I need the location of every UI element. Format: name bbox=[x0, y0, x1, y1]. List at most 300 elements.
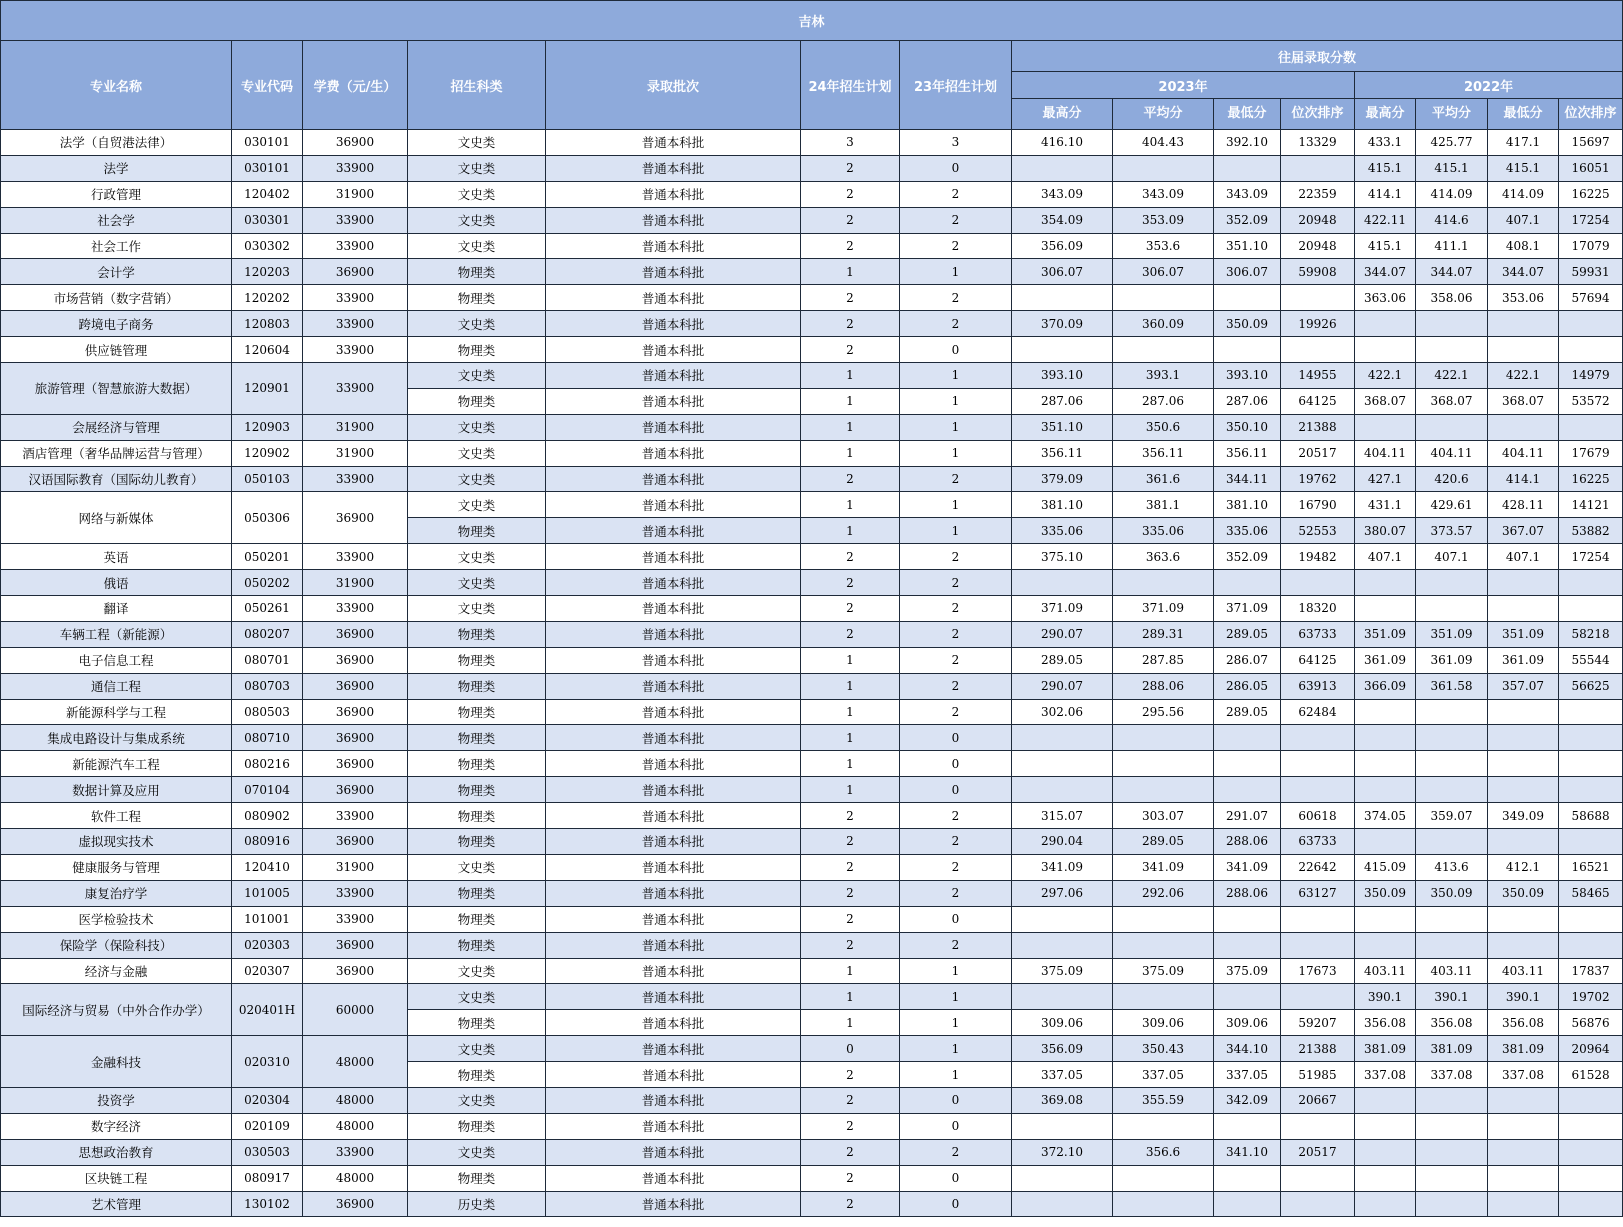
major-code-cell: 050306 bbox=[232, 492, 303, 544]
category-cell: 文史类 bbox=[408, 984, 546, 1010]
major-name-cell: 数字经济 bbox=[1, 1113, 232, 1139]
plan-2023-cell: 0 bbox=[900, 1191, 1012, 1217]
rank-2022-cell bbox=[1559, 829, 1623, 855]
tuition-fee-cell: 33900 bbox=[303, 803, 408, 829]
category-cell: 文史类 bbox=[408, 440, 546, 466]
tuition-fee-cell: 36900 bbox=[303, 621, 408, 647]
score-2022-max-cell: 380.07 bbox=[1355, 518, 1416, 544]
score-2022-min-cell bbox=[1488, 414, 1559, 440]
rank-2022-cell bbox=[1559, 932, 1623, 958]
score-2023-max-cell: 337.05 bbox=[1012, 1062, 1113, 1088]
batch-cell: 普通本科批 bbox=[546, 777, 801, 803]
plan-2023-cell: 1 bbox=[900, 958, 1012, 984]
score-2023-max-cell: 315.07 bbox=[1012, 803, 1113, 829]
plan-2024-cell: 2 bbox=[801, 337, 900, 363]
score-2023-max-cell: 375.10 bbox=[1012, 544, 1113, 570]
category-cell: 文史类 bbox=[408, 466, 546, 492]
score-2023-avg-cell bbox=[1113, 570, 1214, 596]
rank-2022-cell bbox=[1559, 699, 1623, 725]
plan-2023-cell: 0 bbox=[900, 725, 1012, 751]
rank-2022-cell bbox=[1559, 570, 1623, 596]
rank-2023-cell bbox=[1281, 337, 1355, 363]
header-year-2023: 2023年 bbox=[1012, 72, 1355, 99]
score-2022-avg-cell bbox=[1416, 414, 1488, 440]
category-cell: 文史类 bbox=[408, 207, 546, 233]
plan-2024-cell: 2 bbox=[801, 233, 900, 259]
score-2022-max-cell: 363.06 bbox=[1355, 285, 1416, 311]
score-2023-min-cell bbox=[1214, 777, 1281, 803]
category-cell: 文史类 bbox=[408, 1087, 546, 1113]
plan-2024-cell: 2 bbox=[801, 932, 900, 958]
rank-2022-cell: 14979 bbox=[1559, 363, 1623, 389]
rank-2022-cell: 53572 bbox=[1559, 388, 1623, 414]
table-row bbox=[1, 492, 1623, 518]
table-row bbox=[1, 1036, 1623, 1062]
score-2023-max-cell: 335.06 bbox=[1012, 518, 1113, 544]
major-code-cell: 101001 bbox=[232, 906, 303, 932]
score-2023-avg-cell: 303.07 bbox=[1113, 803, 1214, 829]
major-name-cell: 虚拟现实技术 bbox=[1, 829, 232, 855]
header-2022-rank: 位次排序 bbox=[1559, 99, 1623, 130]
plan-2024-cell: 2 bbox=[801, 621, 900, 647]
score-2022-max-cell bbox=[1355, 932, 1416, 958]
score-2022-min-cell bbox=[1488, 932, 1559, 958]
batch-cell: 普通本科批 bbox=[546, 492, 801, 518]
score-2023-min-cell: 352.09 bbox=[1214, 544, 1281, 570]
score-2023-avg-cell bbox=[1113, 1113, 1214, 1139]
rank-2023-cell: 20517 bbox=[1281, 440, 1355, 466]
major-name-cell: 保险学（保险科技） bbox=[1, 932, 232, 958]
score-2022-max-cell: 427.1 bbox=[1355, 466, 1416, 492]
tuition-fee-cell: 36900 bbox=[303, 829, 408, 855]
plan-2023-cell: 2 bbox=[900, 207, 1012, 233]
score-2022-min-cell bbox=[1488, 829, 1559, 855]
rank-2022-cell: 56625 bbox=[1559, 673, 1623, 699]
score-2022-avg-cell bbox=[1416, 337, 1488, 363]
score-2023-max-cell bbox=[1012, 1113, 1113, 1139]
category-cell: 物理类 bbox=[408, 1165, 546, 1191]
rank-2022-cell: 19702 bbox=[1559, 984, 1623, 1010]
major-code-cell: 070104 bbox=[232, 777, 303, 803]
plan-2023-cell: 2 bbox=[900, 181, 1012, 207]
category-cell: 文史类 bbox=[408, 1139, 546, 1165]
major-name-cell: 数据计算及应用 bbox=[1, 777, 232, 803]
score-2023-avg-cell bbox=[1113, 751, 1214, 777]
score-2023-min-cell bbox=[1214, 337, 1281, 363]
score-2023-min-cell: 344.11 bbox=[1214, 466, 1281, 492]
score-2022-max-cell bbox=[1355, 1113, 1416, 1139]
tuition-fee-cell: 36900 bbox=[303, 725, 408, 751]
batch-cell: 普通本科批 bbox=[546, 518, 801, 544]
score-2022-avg-cell: 361.09 bbox=[1416, 647, 1488, 673]
score-2022-min-cell: 417.1 bbox=[1488, 130, 1559, 156]
header-2023-rank: 位次排序 bbox=[1281, 99, 1355, 130]
score-2023-avg-cell: 404.43 bbox=[1113, 130, 1214, 156]
score-2022-min-cell bbox=[1488, 1087, 1559, 1113]
plan-2023-cell: 2 bbox=[900, 233, 1012, 259]
score-2022-max-cell: 415.1 bbox=[1355, 155, 1416, 181]
score-2023-max-cell: 356.11 bbox=[1012, 440, 1113, 466]
score-2022-min-cell bbox=[1488, 699, 1559, 725]
score-2023-max-cell bbox=[1012, 570, 1113, 596]
score-2022-avg-cell: 425.77 bbox=[1416, 130, 1488, 156]
category-cell: 文史类 bbox=[408, 181, 546, 207]
plan-2023-cell: 2 bbox=[900, 803, 1012, 829]
plan-2024-cell: 1 bbox=[801, 673, 900, 699]
score-2022-avg-cell: 381.09 bbox=[1416, 1036, 1488, 1062]
plan-2024-cell: 1 bbox=[801, 958, 900, 984]
table-row bbox=[1, 621, 1623, 647]
major-name-cell: 金融科技 bbox=[1, 1036, 232, 1088]
score-2022-avg-cell bbox=[1416, 1191, 1488, 1217]
batch-cell: 普通本科批 bbox=[546, 388, 801, 414]
rank-2023-cell bbox=[1281, 155, 1355, 181]
score-2022-min-cell: 422.1 bbox=[1488, 363, 1559, 389]
tuition-fee-cell: 33900 bbox=[303, 233, 408, 259]
plan-2023-cell: 1 bbox=[900, 492, 1012, 518]
score-2022-max-cell: 351.09 bbox=[1355, 621, 1416, 647]
score-2023-max-cell bbox=[1012, 777, 1113, 803]
major-code-cell: 120402 bbox=[232, 181, 303, 207]
rank-2023-cell: 52553 bbox=[1281, 518, 1355, 544]
score-2023-min-cell: 286.05 bbox=[1214, 673, 1281, 699]
major-code-cell: 120901 bbox=[232, 363, 303, 415]
category-cell: 物理类 bbox=[408, 880, 546, 906]
score-2022-max-cell: 350.09 bbox=[1355, 880, 1416, 906]
score-2022-avg-cell: 368.07 bbox=[1416, 388, 1488, 414]
batch-cell: 普通本科批 bbox=[546, 803, 801, 829]
table-row bbox=[1, 906, 1623, 932]
score-2022-avg-cell: 422.1 bbox=[1416, 363, 1488, 389]
header-2022-max: 最高分 bbox=[1355, 99, 1416, 130]
major-name-cell: 车辆工程（新能源） bbox=[1, 621, 232, 647]
score-2022-min-cell bbox=[1488, 725, 1559, 751]
major-code-cell: 030101 bbox=[232, 130, 303, 156]
score-2023-avg-cell: 356.6 bbox=[1113, 1139, 1214, 1165]
category-cell: 文史类 bbox=[408, 414, 546, 440]
score-2022-min-cell bbox=[1488, 596, 1559, 622]
score-2023-max-cell: 290.04 bbox=[1012, 829, 1113, 855]
table-row bbox=[1, 1165, 1623, 1191]
score-2023-max-cell: 290.07 bbox=[1012, 673, 1113, 699]
score-2023-avg-cell: 337.05 bbox=[1113, 1062, 1214, 1088]
rank-2022-cell: 58465 bbox=[1559, 880, 1623, 906]
category-cell: 文史类 bbox=[408, 363, 546, 389]
rank-2023-cell: 16790 bbox=[1281, 492, 1355, 518]
score-2022-avg-cell: 361.58 bbox=[1416, 673, 1488, 699]
plan-2023-cell: 2 bbox=[900, 596, 1012, 622]
major-name-cell: 经济与金融 bbox=[1, 958, 232, 984]
score-2022-avg-cell bbox=[1416, 570, 1488, 596]
score-2023-min-cell: 287.06 bbox=[1214, 388, 1281, 414]
score-2022-avg-cell: 359.07 bbox=[1416, 803, 1488, 829]
score-2023-avg-cell: 360.09 bbox=[1113, 311, 1214, 337]
score-2022-min-cell: 344.07 bbox=[1488, 259, 1559, 285]
table-row bbox=[1, 829, 1623, 855]
plan-2024-cell: 3 bbox=[801, 130, 900, 156]
score-2022-max-cell bbox=[1355, 751, 1416, 777]
plan-2024-cell: 2 bbox=[801, 803, 900, 829]
rank-2023-cell: 63127 bbox=[1281, 880, 1355, 906]
score-2023-min-cell bbox=[1214, 906, 1281, 932]
score-2022-max-cell bbox=[1355, 906, 1416, 932]
category-cell: 文史类 bbox=[408, 1036, 546, 1062]
rank-2023-cell bbox=[1281, 984, 1355, 1010]
tuition-fee-cell: 48000 bbox=[303, 1087, 408, 1113]
table-row bbox=[1, 699, 1623, 725]
header-2023-avg: 平均分 bbox=[1113, 99, 1214, 130]
plan-2024-cell: 1 bbox=[801, 414, 900, 440]
major-code-cell: 050103 bbox=[232, 466, 303, 492]
tuition-fee-cell: 31900 bbox=[303, 440, 408, 466]
tuition-fee-cell: 33900 bbox=[303, 337, 408, 363]
score-2022-max-cell: 337.08 bbox=[1355, 1062, 1416, 1088]
category-cell: 物理类 bbox=[408, 337, 546, 363]
rank-2023-cell: 64125 bbox=[1281, 647, 1355, 673]
tuition-fee-cell: 36900 bbox=[303, 751, 408, 777]
score-2022-max-cell: 407.1 bbox=[1355, 544, 1416, 570]
category-cell: 文史类 bbox=[408, 958, 546, 984]
plan-2023-cell: 1 bbox=[900, 1010, 1012, 1036]
score-2022-max-cell bbox=[1355, 311, 1416, 337]
score-2023-avg-cell: 355.59 bbox=[1113, 1087, 1214, 1113]
plan-2023-cell: 2 bbox=[900, 621, 1012, 647]
score-2023-max-cell: 369.08 bbox=[1012, 1087, 1113, 1113]
major-name-cell: 跨境电子商务 bbox=[1, 311, 232, 337]
score-2023-avg-cell: 381.1 bbox=[1113, 492, 1214, 518]
rank-2022-cell: 17837 bbox=[1559, 958, 1623, 984]
score-2023-avg-cell: 335.06 bbox=[1113, 518, 1214, 544]
score-2023-avg-cell: 356.11 bbox=[1113, 440, 1214, 466]
score-2023-min-cell: 350.10 bbox=[1214, 414, 1281, 440]
plan-2023-cell: 2 bbox=[900, 285, 1012, 311]
score-2022-max-cell bbox=[1355, 1191, 1416, 1217]
category-cell: 历史类 bbox=[408, 1191, 546, 1217]
rank-2023-cell: 51985 bbox=[1281, 1062, 1355, 1088]
score-2022-avg-cell: 407.1 bbox=[1416, 544, 1488, 570]
score-2022-avg-cell: 411.1 bbox=[1416, 233, 1488, 259]
score-2023-max-cell: 375.09 bbox=[1012, 958, 1113, 984]
score-2023-min-cell bbox=[1214, 984, 1281, 1010]
score-2022-avg-cell: 350.09 bbox=[1416, 880, 1488, 906]
table-row bbox=[1, 596, 1623, 622]
table-row bbox=[1, 259, 1623, 285]
major-name-cell: 旅游管理（智慧旅游大数据） bbox=[1, 363, 232, 415]
plan-2024-cell: 2 bbox=[801, 1191, 900, 1217]
table-row bbox=[1, 1087, 1623, 1113]
score-2023-max-cell: 302.06 bbox=[1012, 699, 1113, 725]
rank-2022-cell: 58688 bbox=[1559, 803, 1623, 829]
table-row bbox=[1, 337, 1623, 363]
score-2022-max-cell: 390.1 bbox=[1355, 984, 1416, 1010]
major-name-cell: 会展经济与管理 bbox=[1, 414, 232, 440]
batch-cell: 普通本科批 bbox=[546, 1062, 801, 1088]
major-code-cell: 080917 bbox=[232, 1165, 303, 1191]
score-2022-max-cell bbox=[1355, 829, 1416, 855]
rank-2022-cell: 17079 bbox=[1559, 233, 1623, 259]
plan-2024-cell: 1 bbox=[801, 751, 900, 777]
score-2022-max-cell bbox=[1355, 414, 1416, 440]
plan-2023-cell: 2 bbox=[900, 854, 1012, 880]
plan-2023-cell: 2 bbox=[900, 544, 1012, 570]
score-2022-min-cell bbox=[1488, 1165, 1559, 1191]
score-2022-avg-cell: 337.08 bbox=[1416, 1062, 1488, 1088]
score-2022-max-cell: 431.1 bbox=[1355, 492, 1416, 518]
major-code-cell: 120803 bbox=[232, 311, 303, 337]
score-2023-max-cell: 371.09 bbox=[1012, 596, 1113, 622]
plan-2024-cell: 2 bbox=[801, 829, 900, 855]
plan-2023-cell: 2 bbox=[900, 466, 1012, 492]
batch-cell: 普通本科批 bbox=[546, 958, 801, 984]
score-2023-min-cell: 381.10 bbox=[1214, 492, 1281, 518]
plan-2024-cell: 1 bbox=[801, 647, 900, 673]
batch-cell: 普通本科批 bbox=[546, 363, 801, 389]
major-code-cell: 030301 bbox=[232, 207, 303, 233]
category-cell: 物理类 bbox=[408, 1113, 546, 1139]
score-2022-avg-cell bbox=[1416, 932, 1488, 958]
rank-2023-cell bbox=[1281, 285, 1355, 311]
score-2023-min-cell: 350.09 bbox=[1214, 311, 1281, 337]
tuition-fee-cell: 36900 bbox=[303, 673, 408, 699]
plan-2024-cell: 2 bbox=[801, 207, 900, 233]
major-code-cell: 080710 bbox=[232, 725, 303, 751]
score-2023-min-cell: 342.09 bbox=[1214, 1087, 1281, 1113]
plan-2023-cell: 0 bbox=[900, 1113, 1012, 1139]
score-2023-min-cell bbox=[1214, 932, 1281, 958]
score-2022-avg-cell: 429.61 bbox=[1416, 492, 1488, 518]
score-2022-min-cell: 337.08 bbox=[1488, 1062, 1559, 1088]
score-2022-max-cell: 415.09 bbox=[1355, 854, 1416, 880]
batch-cell: 普通本科批 bbox=[546, 207, 801, 233]
score-2023-avg-cell: 295.56 bbox=[1113, 699, 1214, 725]
batch-cell: 普通本科批 bbox=[546, 699, 801, 725]
score-2022-avg-cell bbox=[1416, 725, 1488, 751]
score-2023-min-cell bbox=[1214, 1191, 1281, 1217]
score-2022-min-cell: 349.09 bbox=[1488, 803, 1559, 829]
score-2022-avg-cell bbox=[1416, 311, 1488, 337]
score-2023-max-cell bbox=[1012, 337, 1113, 363]
category-cell: 物理类 bbox=[408, 673, 546, 699]
rank-2022-cell: 16051 bbox=[1559, 155, 1623, 181]
tuition-fee-cell: 33900 bbox=[303, 906, 408, 932]
rank-2022-cell bbox=[1559, 311, 1623, 337]
rank-2023-cell: 19926 bbox=[1281, 311, 1355, 337]
rank-2022-cell: 17679 bbox=[1559, 440, 1623, 466]
category-cell: 文史类 bbox=[408, 233, 546, 259]
score-2023-min-cell: 288.06 bbox=[1214, 829, 1281, 855]
batch-cell: 普通本科批 bbox=[546, 1191, 801, 1217]
score-2023-min-cell bbox=[1214, 1165, 1281, 1191]
score-2022-min-cell: 428.11 bbox=[1488, 492, 1559, 518]
score-2023-min-cell: 306.07 bbox=[1214, 259, 1281, 285]
major-name-cell: 供应链管理 bbox=[1, 337, 232, 363]
score-2022-max-cell: 403.11 bbox=[1355, 958, 1416, 984]
rank-2023-cell: 20948 bbox=[1281, 207, 1355, 233]
major-code-cell: 020303 bbox=[232, 932, 303, 958]
major-code-cell: 080503 bbox=[232, 699, 303, 725]
rank-2022-cell: 16225 bbox=[1559, 466, 1623, 492]
rank-2023-cell: 63733 bbox=[1281, 829, 1355, 855]
plan-2023-cell: 2 bbox=[900, 570, 1012, 596]
score-2023-min-cell bbox=[1214, 570, 1281, 596]
score-2022-min-cell bbox=[1488, 337, 1559, 363]
major-code-cell: 030302 bbox=[232, 233, 303, 259]
table-row bbox=[1, 207, 1623, 233]
major-code-cell: 120202 bbox=[232, 285, 303, 311]
plan-2024-cell: 2 bbox=[801, 1139, 900, 1165]
major-name-cell: 汉语国际教育（国际幼儿教育） bbox=[1, 466, 232, 492]
batch-cell: 普通本科批 bbox=[546, 440, 801, 466]
tuition-fee-cell: 31900 bbox=[303, 570, 408, 596]
table-row bbox=[1, 984, 1623, 1010]
score-2023-min-cell: 352.09 bbox=[1214, 207, 1281, 233]
plan-2023-cell: 0 bbox=[900, 337, 1012, 363]
major-name-cell: 国际经济与贸易（中外合作办学） bbox=[1, 984, 232, 1036]
table-row bbox=[1, 647, 1623, 673]
category-cell: 物理类 bbox=[408, 803, 546, 829]
category-cell: 物理类 bbox=[408, 751, 546, 777]
score-2023-min-cell: 288.06 bbox=[1214, 880, 1281, 906]
score-2022-min-cell: 407.1 bbox=[1488, 207, 1559, 233]
major-code-cell: 120410 bbox=[232, 854, 303, 880]
batch-cell: 普通本科批 bbox=[546, 311, 801, 337]
tuition-fee-cell: 36900 bbox=[303, 958, 408, 984]
plan-2023-cell: 1 bbox=[900, 414, 1012, 440]
score-2022-avg-cell: 414.09 bbox=[1416, 181, 1488, 207]
batch-cell: 普通本科批 bbox=[546, 1139, 801, 1165]
rank-2023-cell: 22359 bbox=[1281, 181, 1355, 207]
major-code-cell: 020304 bbox=[232, 1087, 303, 1113]
score-2023-min-cell bbox=[1214, 725, 1281, 751]
rank-2023-cell bbox=[1281, 906, 1355, 932]
score-2023-avg-cell: 287.85 bbox=[1113, 647, 1214, 673]
batch-cell: 普通本科批 bbox=[546, 130, 801, 156]
major-name-cell: 康复治疗学 bbox=[1, 880, 232, 906]
batch-cell: 普通本科批 bbox=[546, 570, 801, 596]
score-2023-avg-cell: 289.31 bbox=[1113, 621, 1214, 647]
plan-2023-cell: 2 bbox=[900, 932, 1012, 958]
score-2023-max-cell: 370.09 bbox=[1012, 311, 1113, 337]
score-2023-avg-cell bbox=[1113, 285, 1214, 311]
header-plan-2024: 24年招生计划 bbox=[801, 41, 900, 130]
batch-cell: 普通本科批 bbox=[546, 984, 801, 1010]
table-row bbox=[1, 1191, 1623, 1217]
rank-2022-cell: 61528 bbox=[1559, 1062, 1623, 1088]
score-2022-max-cell: 356.08 bbox=[1355, 1010, 1416, 1036]
plan-2023-cell: 0 bbox=[900, 1087, 1012, 1113]
rank-2023-cell: 59207 bbox=[1281, 1010, 1355, 1036]
major-code-cell: 120902 bbox=[232, 440, 303, 466]
score-2023-max-cell: 297.06 bbox=[1012, 880, 1113, 906]
score-2023-avg-cell: 361.6 bbox=[1113, 466, 1214, 492]
plan-2023-cell: 2 bbox=[900, 699, 1012, 725]
score-2022-max-cell: 368.07 bbox=[1355, 388, 1416, 414]
rank-2023-cell: 20667 bbox=[1281, 1087, 1355, 1113]
rank-2023-cell bbox=[1281, 570, 1355, 596]
batch-cell: 普通本科批 bbox=[546, 233, 801, 259]
score-2022-min-cell: 408.1 bbox=[1488, 233, 1559, 259]
score-2023-min-cell bbox=[1214, 155, 1281, 181]
category-cell: 文史类 bbox=[408, 155, 546, 181]
score-2023-min-cell: 286.07 bbox=[1214, 647, 1281, 673]
score-2023-avg-cell bbox=[1113, 1165, 1214, 1191]
rank-2023-cell: 60618 bbox=[1281, 803, 1355, 829]
category-cell: 文史类 bbox=[408, 130, 546, 156]
table-title: 吉林 bbox=[1, 1, 1623, 41]
major-code-cell: 050261 bbox=[232, 596, 303, 622]
tuition-fee-cell: 31900 bbox=[303, 181, 408, 207]
score-2022-min-cell: 414.1 bbox=[1488, 466, 1559, 492]
